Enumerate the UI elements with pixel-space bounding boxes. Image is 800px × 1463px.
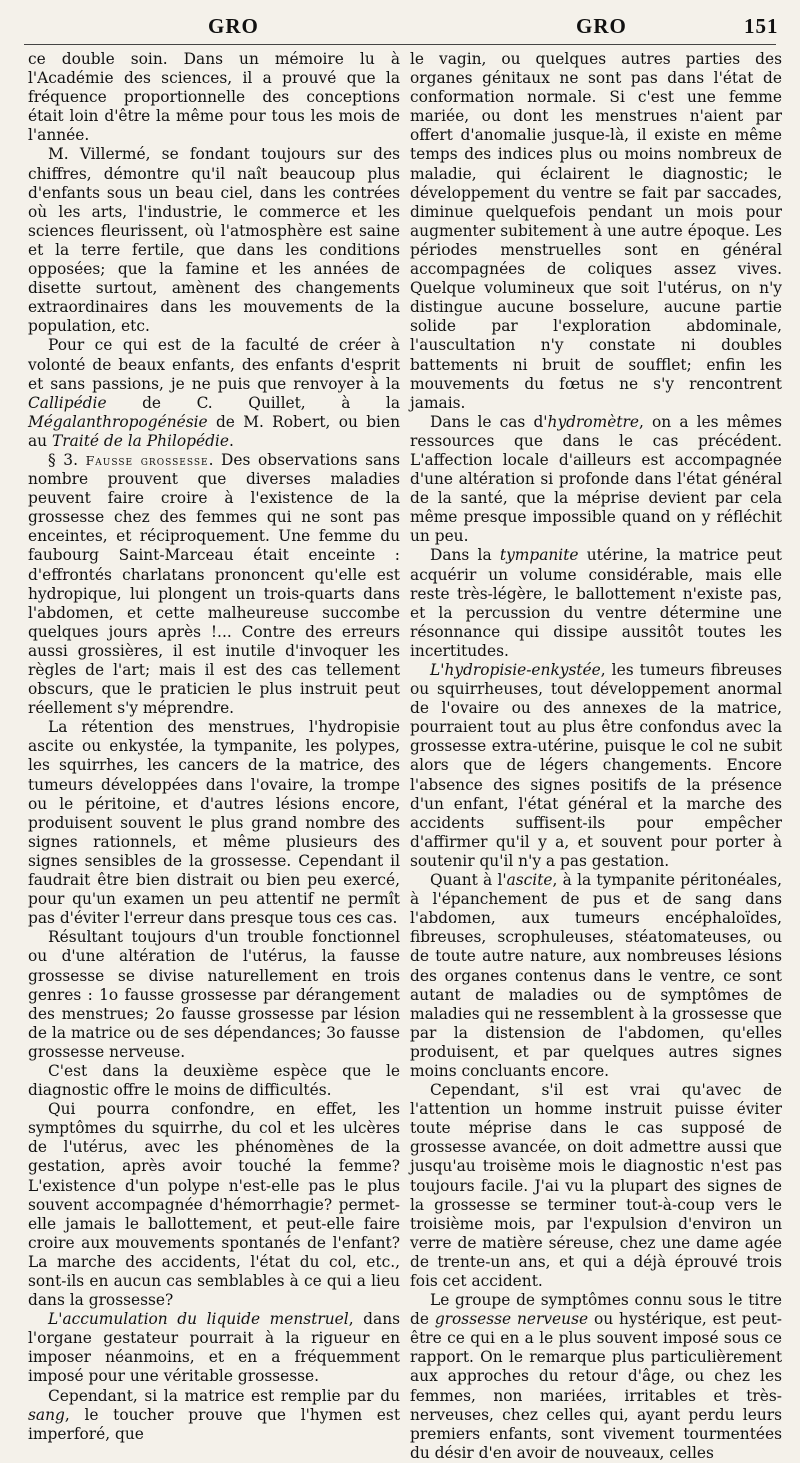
paragraph: L'hydropisie-enkystée, les tumeurs fibreuses ou squirrheuses, tout développement anormal de l'ovaire ou des annexes de la matrice, pourraient tout au plus être confondus avec la grossesse extra-utérine, puisque le col ne subit alors que de légers changements. Encore l'absence des signes positifs de la présence d'un enfant, l'état général et la marche des accidents suffisent-ils pour empêcher d'affirmer qu'il y a, et souvent pour porter à soutenir qu'il n'y a pas gestation.	[410, 661, 782, 870]
paragraph: M. Villermé, se fondant toujours sur des chiffres, démontre qu'il naît beaucoup plus d'enfants sous un beau ciel, dans les contrées où les arts, l'industrie, le commerce et les sciences fleurissent, où l'atmosphère est saine et la terre fertile, que dans les conditions opposées; que la famine et les années de disette surtout, amènent des changements extraordinaires dans les mouvements de la population, etc.	[28, 145, 400, 336]
italic-term: grossesse nerveuse	[434, 1310, 589, 1329]
italic-term: tympanite	[499, 546, 579, 565]
book-title: Callipédie	[28, 393, 107, 412]
left-column	[28, 50, 400, 1444]
italic-term: L'hydropisie-enkystée	[430, 661, 601, 679]
section-paragraph: § 3. Fausse grossesse. Des observations sans nombre prouvent que diverses maladies peuvent faire croire à l'existence de la grossesse chez des femmes qui ne sont pas enceintes, et réciproquement. Une femme du faubourg Saint-Marceau était enceinte : d'effrontés charlatans prononcent qu'elle est hydropique, lui plongent un trois-quarts dans l'abdomen, et cette malheureuse succombe quelques jours après !... Contre des erreurs aussi grossières, il est inutile d'invoquer les règles de l'art; mais il est des cas tellement obscurs, que le praticien le plus instruit peut réellement s'y méprendre.	[28, 450, 400, 718]
book-title: Mégalanthropogénésie	[28, 412, 208, 431]
italic-term: ascite	[506, 871, 553, 890]
paragraph: L'accumulation du liquide menstruel, dans l'organe gestateur pourrait à la rigueur en imposer néanmoins, et en a fréquemment imposé pour une véritable grossesse.	[28, 1310, 401, 1386]
section-title: Fausse grossesse	[85, 452, 209, 468]
paragraph: ce double soin. Dans un mémoire lu à l'Académie des sciences, il a prouvé que la fréquence proportionnelle des conceptions était loin d'être la même pour tous les mois de l'année.	[28, 50, 400, 145]
header-rule	[24, 44, 776, 45]
right-column	[410, 50, 782, 1463]
paragraph: Qui pourra confondre, en effet, les symptômes du squirrhe, du col et les ulcères de l'utérus, avec les phénomènes de la gestation, après avoir touché la femme? L'existence d'un polype n'est-elle pas le plus souvent accompagnée d'hémorrhagie? permet-elle jamais le ballottement, et peut-elle faire croire aux mouvements spontanés de l'enfant? La marche des accidents, l'état du col, etc., sont-ils en aucun cas semblables à ce qui a lieu dans la grossesse?	[28, 1100, 400, 1310]
paragraph: Cependant, s'il est vrai qu'avec de l'attention un homme instruit puisse éviter toute méprise dans le cas supposé de grossesse avancée, on doit admettre aussi que jusqu'au troisème mois le diagnostic n'est pas toujours facile. J'ai vu la plupart des signes de la grossesse se terminer tout-à-coup vers le troisième mois, par l'expulsion d'environ un verre de matière séreuse, chez une dame agée de trente-un ans, et qui a déjà éprouvé trois fois cet accident.	[410, 1081, 782, 1290]
paragraph: Dans la tympanite utérine, la matrice peut acquérir un volume considérable, mais elle reste très-légère, le ballottement n'existe pas, et la percussion du ventre détermine une résonnance qui dissipe aussitôt toutes les incertitudes.	[410, 546, 782, 660]
paragraph: C'est dans la deuxième espèce que le diagnostic offre le moins de difficultés.	[28, 1061, 400, 1100]
running-head-right: GRO	[576, 14, 627, 38]
paragraph: Résultant toujours d'un trouble fonctionnel ou d'une altération de l'utérus, la fausse grossesse se divise naturellement en trois genres : 1o fausse grossesse par dérangement des menstrues; 2o fausse grossesse par lésion de la matrice ou de ses dépendances; 3o fausse grossesse nerveuse.	[28, 928, 400, 1061]
running-head-left: GRO	[208, 14, 259, 38]
paragraph: Le groupe de symptômes connu sous le titre de grossesse nerveuse ou hystérique, est peut-être ce qui en a le plus souvent imposé sous ce rapport. On le remarque plus particulièrement aux approches du retour d'âge, ou chez les femmes, non mariées, irritables et très-nerveuses, chez celles qui, ayant perdu leurs premiers enfants, sont vivement tourmentées du désir d'en avoir de nouveaux, celles	[410, 1291, 782, 1462]
book-title: Traité de la Philopédie	[51, 431, 229, 450]
paragraph: Dans le cas d'hydromètre, on a les mêmes ressources que dans le cas précédent. L'affection locale d'ailleurs est accompagnée d'une altération si profonde dans l'état général de la santé, que la méprise devient par cela même presque impossible quand on y réfléchit un peu.	[410, 412, 783, 546]
italic-term: sang	[28, 1405, 65, 1424]
paragraph: La rétention des menstrues, l'hydropisie ascite ou enkystée, la tympanite, les polypes, les squirrhes, les cancers de la matrice, des tumeurs développées dans l'ovaire, la trompe ou le péritoine, et d'autres lésions encore, produisent souvent le plus grand nombre des signes rationnels, et même plusieurs des signes sensibles de la grossesse. Cependant il faudrait être bien distrait ou bien peu exercé, pour qu'un examen un peu attentif ne permît pas d'éviter l'erreur dans presque tous ces cas.	[28, 718, 400, 928]
paragraph: le vagin, ou quelques autres parties des organes génitaux ne sont pas dans l'état de conformation normale. Si c'est une femme mariée, ou dont les menstrues n'aient par offert d'anomalie jusque-là, il existe en même temps des indices plus ou moins nombreux de maladie, qui éclairent le diagnostic; le développement du ventre se fait par saccades, diminue quelquefois pendant un mois pour augmenter subitement à une autre époque. Les périodes menstruelles sont en général accompagnées de coliques assez vives. Quelque volumineux que soit l'utérus, on n'y distingue aucune bosselure, aucune partie solide par l'exploration abdominale, l'auscultation n'y constate ni doubles battements ni bruit de soufflet; enfin les mouvements du fœtus ne s'y rencontrent jamais.	[410, 50, 782, 412]
page-number: 151	[744, 14, 779, 38]
paragraph: Cependant, si la matrice est remplie par du sang, le toucher prouve que l'hymen est imperforé, que	[28, 1386, 400, 1443]
italic-term: L'accumulation du liquide menstruel	[48, 1310, 349, 1329]
italic-term: hydromètre	[547, 412, 639, 431]
paragraph: Quant à l'ascite, à la tympanite péritonéales, à l'épanchement de pus et de sang dans l'abdomen, aux tumeurs encéphaloïdes, fibreuses, scrophuleuses, stéatomateuses, ou de toute autre nature, aux nombreuses lésions des organes contenus dans le ventre, ce sont autant de maladies ou de symptômes de maladies qui ne ressemblent à la grossesse que par la distension de l'abdomen, qu'elles produisent, et par quelques autres signes moins concluants encore.	[410, 871, 782, 1080]
paragraph: Pour ce qui est de la faculté de créer à volonté de beaux enfants, des enfants d'esprit et sans passions, je ne puis que renvoyer à la Callipédie de C. Quillet, à la Mégalanthropogénésie de M. Robert, ou bien au Traité de la Philopédie.	[28, 336, 400, 450]
section-number: § 3.	[48, 450, 86, 469]
